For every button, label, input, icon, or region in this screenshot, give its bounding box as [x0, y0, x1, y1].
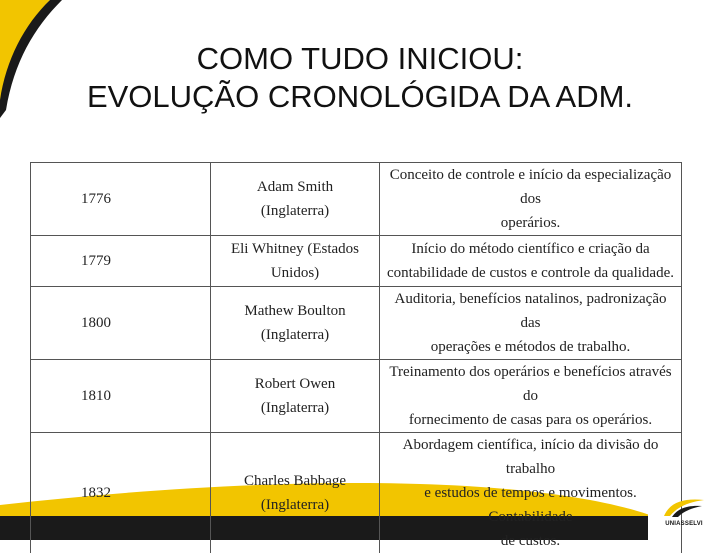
table-row [31, 236, 682, 287]
description-line: operários. [384, 211, 677, 235]
person-cell [211, 360, 380, 433]
description-cell [380, 360, 682, 433]
person-cell [211, 163, 380, 236]
person-country: (Inglaterra) [215, 396, 375, 420]
person-cell [211, 236, 380, 287]
person-name: Eli Whitney (Estados [215, 237, 375, 261]
description-line: de custos. [384, 529, 677, 553]
year-cell: 1810 [31, 360, 211, 433]
description-line: contabilidade de custos e controle da qualidade. [384, 261, 677, 285]
timeline-table-container [30, 162, 682, 442]
person-cell [211, 287, 380, 360]
timeline-table [30, 162, 682, 553]
year-cell: 1779 [31, 236, 211, 287]
person-country: (Inglaterra) [215, 493, 375, 517]
description-cell [380, 236, 682, 287]
table-row [31, 163, 682, 236]
description-line: e estudos de tempos e movimentos. Contabilidade [384, 481, 677, 529]
person-country: Unidos) [215, 261, 375, 285]
description-cell [380, 163, 682, 236]
person-name: Charles Babbage [215, 469, 375, 493]
brand-name: UNIASSELVI [656, 521, 712, 527]
year-cell: 1832 [31, 433, 211, 553]
brand-wing-icon [656, 494, 712, 520]
year-cell: 1800 [31, 287, 211, 360]
table-row [31, 287, 682, 360]
person-name: Mathew Boulton [215, 299, 375, 323]
description-line: Início do método científico e criação da [384, 237, 677, 261]
description-line: fornecimento de casas para os operários. [384, 408, 677, 432]
person-country: (Inglaterra) [215, 323, 375, 347]
description-line: Treinamento dos operários e benefícios através do [384, 360, 677, 408]
person-name: Adam Smith [215, 175, 375, 199]
description-line: Auditoria, benefícios natalinos, padronização das [384, 287, 677, 335]
person-country: (Inglaterra) [215, 199, 375, 223]
table-row [31, 360, 682, 433]
person-name: Robert Owen [215, 372, 375, 396]
table-row [31, 433, 682, 553]
title-line-1: COMO TUDO INICIOU: [40, 40, 680, 78]
description-line: operações e métodos de trabalho. [384, 335, 677, 359]
year-cell: 1776 [31, 163, 211, 236]
description-line: Abordagem científica, início da divisão do trabalho [384, 433, 677, 481]
person-cell [211, 433, 380, 553]
description-line: Conceito de controle e início da especialização dos [384, 163, 677, 211]
description-cell [380, 287, 682, 360]
description-cell [380, 433, 682, 553]
slide-title [40, 40, 680, 116]
brand-logo [656, 494, 712, 530]
title-line-2: EVOLUÇÃO CRONOLÓGIDA DA ADM. [40, 78, 680, 116]
